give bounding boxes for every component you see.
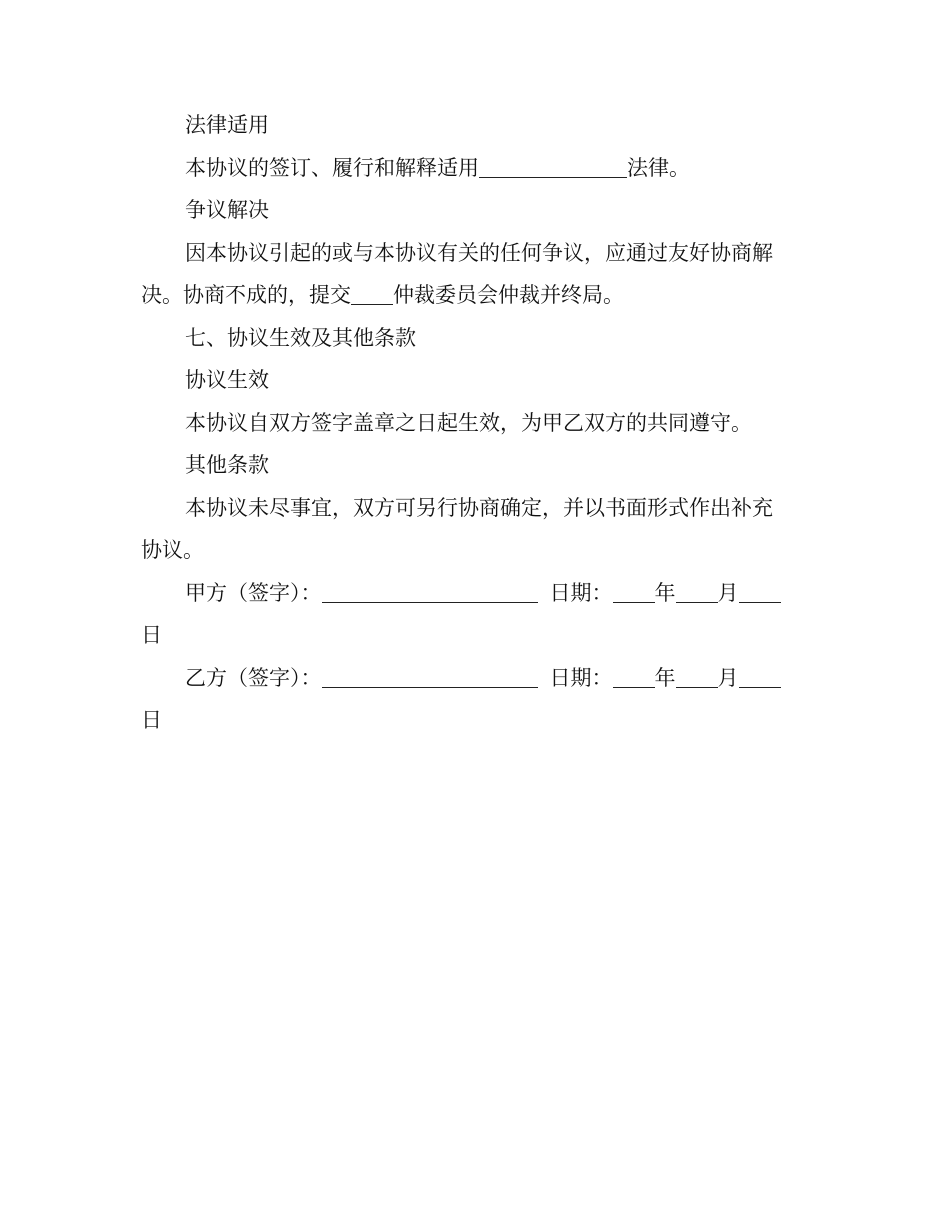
effect-heading: 协议生效 bbox=[185, 368, 269, 392]
party-a-signature-row bbox=[141, 572, 806, 615]
party-b-signature-blank[interactable] bbox=[322, 663, 538, 688]
law-text-after: 法律。 bbox=[627, 155, 690, 180]
governing-law-blank[interactable] bbox=[479, 153, 627, 178]
party-b-month-label: 月 bbox=[717, 665, 739, 690]
party-b-year-blank[interactable] bbox=[613, 663, 655, 688]
dispute-text-before: 决。协商不成的，提交 bbox=[141, 283, 351, 307]
other-clause-line1: 本协议未尽事宜，双方可另行协商确定，并以书面形式作出补充 bbox=[185, 495, 773, 520]
section-7-heading: 七、协议生效及其他条款 bbox=[185, 325, 416, 350]
dispute-heading: 争议解决 bbox=[185, 198, 269, 222]
party-a-month-label: 月 bbox=[717, 580, 739, 605]
effect-clause: 本协议自双方签字盖章之日起生效，为甲乙双方的共同遵守。 bbox=[185, 410, 752, 435]
party-b-day-blank[interactable] bbox=[739, 663, 781, 688]
party-a-year-label: 年 bbox=[654, 580, 676, 605]
dispute-text-after: 仲裁委员会仲裁并终局。 bbox=[393, 283, 624, 307]
law-heading: 法律适用 bbox=[185, 113, 269, 137]
other-heading: 其他条款 bbox=[185, 453, 269, 477]
arbitration-body-blank[interactable] bbox=[351, 280, 393, 305]
party-b-label: 乙方（签字）： bbox=[185, 665, 322, 690]
party-b-month-blank[interactable] bbox=[676, 663, 718, 688]
dispute-clause-line2 bbox=[141, 274, 806, 317]
party-a-label: 甲方（签字）： bbox=[185, 580, 322, 605]
party-a-day-blank[interactable] bbox=[739, 578, 781, 603]
party-b-date-label: 日期： bbox=[549, 665, 613, 690]
party-a-signature-blank[interactable] bbox=[322, 578, 538, 603]
party-b-year-label: 年 bbox=[654, 665, 676, 690]
party-b-signature-row bbox=[141, 657, 806, 700]
dispute-clause-line1: 因本协议引起的或与本协议有关的任何争议，应通过友好协商解 bbox=[185, 240, 773, 265]
document-body bbox=[141, 104, 806, 742]
party-a-day-label: 日 bbox=[141, 623, 162, 647]
law-text-before: 本协议的签订、履行和解释适用 bbox=[185, 155, 479, 180]
other-clause-line2: 协议。 bbox=[141, 538, 204, 562]
party-a-date-label: 日期： bbox=[549, 580, 613, 605]
party-b-day-label: 日 bbox=[141, 708, 162, 732]
party-a-year-blank[interactable] bbox=[613, 578, 655, 603]
law-clause bbox=[141, 147, 806, 190]
party-a-month-blank[interactable] bbox=[676, 578, 718, 603]
